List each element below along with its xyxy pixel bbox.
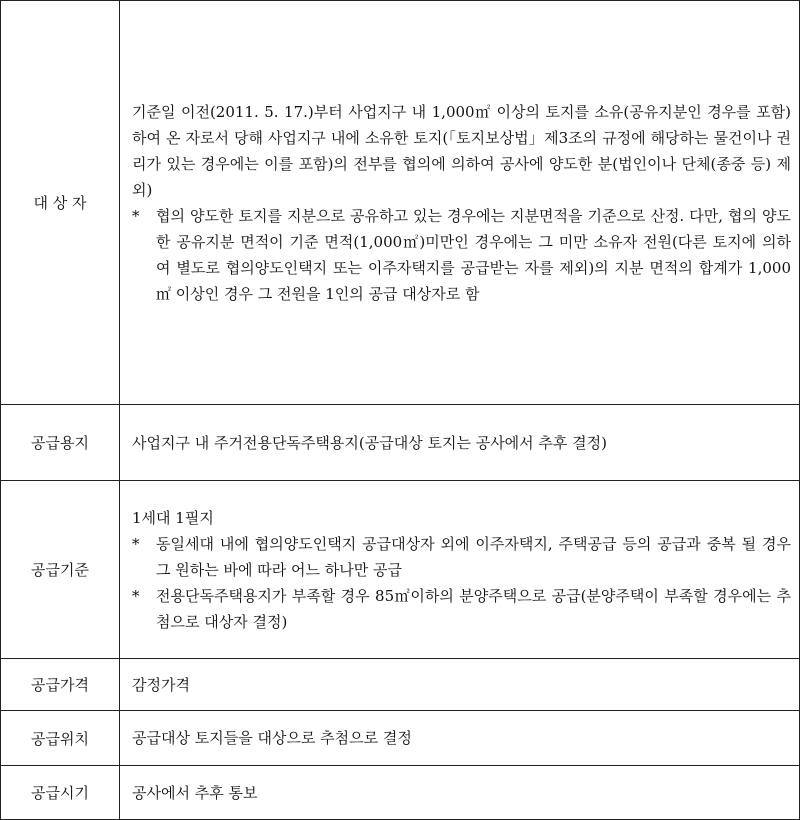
- row-content-price: 감정가격: [120, 659, 800, 711]
- standard-description: 1세대 1필지: [132, 508, 214, 527]
- row-content-target: [120, 1, 800, 405]
- row-label-standard: 공급기준: [1, 481, 120, 659]
- target-note-text: 협의 양도한 토지를 지분으로 공유하고 있는 경우에는 지분면적을 기준으로 산정. 다만, 협의 양도한 공유지분 면적이 기준 면적(1,000㎡)미만인 경우에는 그 미만 소유자 전원(다른 토지에 의하여 별도로 협의양도인택지 또는 이주자택지를 공급받는 자를 제외)의 지분 면적의 합계가 1,000㎡ 이상인 경우 그 전원을 1인의 공급 대상자로 함: [156, 206, 791, 303]
- standard-note-2-text: 전용단독주택용지가 부족할 경우 85㎡이하의 분양주택으로 공급(분양주택이 부족할 경우에는 추첨으로 대상자 결정): [156, 586, 791, 631]
- row-label-timing: 공급시기: [1, 766, 120, 820]
- note-asterisk: *: [132, 206, 140, 225]
- target-note: [132, 203, 791, 307]
- row-label-land: 공급용지: [1, 405, 120, 481]
- row-content-standard: [120, 481, 800, 659]
- standard-note-1-text: 동일세대 내에 협의양도인택지 공급대상자 외에 이주자택지, 주택공급 등의 공급과 중복 될 경우 그 원하는 바에 따라 어느 하나만 공급: [156, 534, 791, 579]
- standard-note-2: [132, 583, 791, 635]
- target-description: 기준일 이전(2011. 5. 17.)부터 사업지구 내 1,000㎡ 이상의 토지를 소유(공유지분인 경우를 포함)하여 온 자로서 당해 사업지구 내에 소유한 토지(「토지보상법」제3조의 규정에 해당하는 물건이나 권리가 있는 경우에는 이를 포함)의 전부를 협의에 의하여 공사에 양도한 분(법인이나 단체(종중 등) 제외): [132, 102, 791, 199]
- row-content-timing: 공사에서 추후 통보: [120, 766, 800, 820]
- table-row-timing: [1, 766, 800, 820]
- row-content-location: 공급대상 토지들을 대상으로 추첨으로 결정: [120, 711, 800, 766]
- row-label-price: 공급가격: [1, 659, 120, 711]
- row-label-location: 공급위치: [1, 711, 120, 766]
- table-row-price: [1, 659, 800, 711]
- table-row-location: [1, 711, 800, 766]
- row-content-land: 사업지구 내 주거전용단독주택용지(공급대상 토지는 공사에서 추후 결정): [120, 405, 800, 481]
- table-row-target: [1, 1, 800, 405]
- table-row-land: [1, 405, 800, 481]
- note-asterisk: *: [132, 534, 140, 553]
- table-row-standard: [1, 481, 800, 659]
- row-label-target: 대 상 자: [1, 1, 120, 405]
- note-asterisk: *: [132, 586, 140, 605]
- standard-note-1: [132, 531, 791, 583]
